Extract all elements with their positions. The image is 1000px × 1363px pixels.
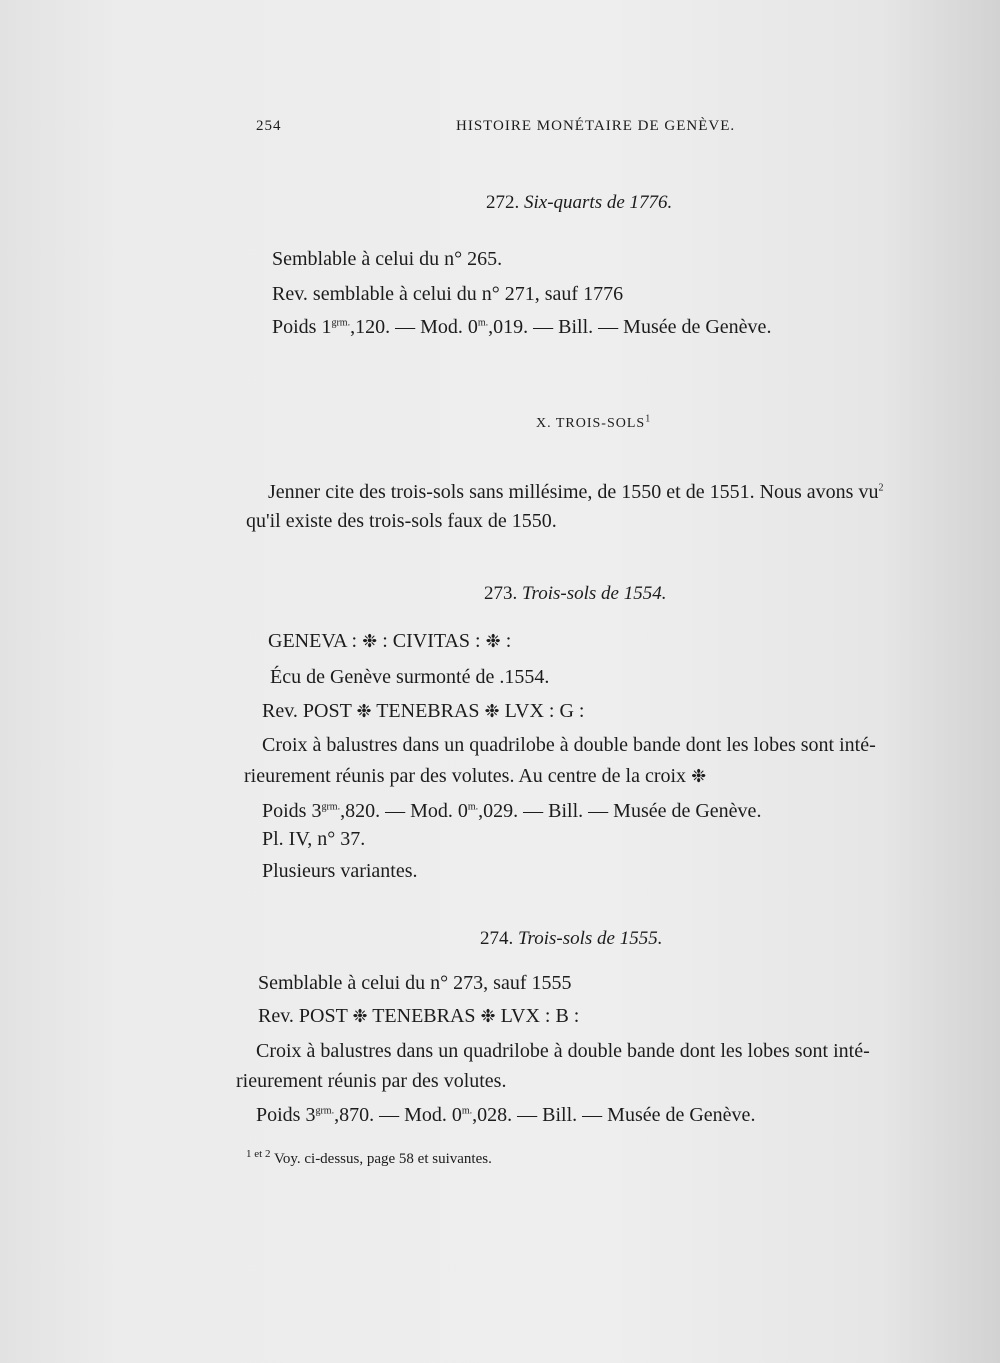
entry-274-line-3: Croix à balustres dans un quadrilobe à double bande dont les lobes sont inté-	[256, 1040, 870, 1062]
entry-273-number: 273.	[484, 583, 518, 604]
entry-272-line-3: Poids $1^{grm.},120$. — Mod. $0^{m.},019$. — Bill. — Musée de Genève.	[272, 316, 772, 338]
entry-273-legend-reverse: Rev. POST ❉ TENEBRAS ❉ LVX : G :	[262, 700, 585, 722]
entry-274-legend-reverse: Rev. POST ❉ TENEBRAS ❉ LVX : B :	[258, 1005, 580, 1027]
entry-274-line-5: Poids $3^{grm.},870$. — Mod. $0^{m.},028$. — Bill. — Musée de Genève.	[256, 1104, 756, 1126]
star-icon: ❉	[480, 1006, 496, 1027]
entry-274-line-4: rieurement réunis par des volutes.	[236, 1070, 507, 1092]
entry-273-line-8: Plusieurs variantes.	[262, 860, 418, 882]
entry-272-title: Six-quarts de 1776.	[524, 192, 673, 213]
footnote-marks: 1 et 2	[246, 1148, 271, 1160]
entry-273-heading	[484, 583, 666, 605]
footnote-text: Voy. ci-dessus, page 58 et suivantes.	[273, 1151, 492, 1167]
entry-273-line-7: Pl. IV, n° 37.	[262, 828, 366, 850]
star-icon: ❉	[691, 766, 707, 787]
entry-273-legend-obverse: GENEVA : ❉ : CIVITAS : ❉ :	[268, 630, 512, 652]
section-title: X. TROIS-SOLS$^1$	[536, 413, 652, 431]
entry-272-number: 272.	[486, 192, 520, 213]
page-number: 254	[256, 118, 282, 134]
entry-273-title: Trois-sols de 1554.	[522, 583, 667, 604]
entry-273-line-6: Poids $3^{grm.},820$. — Mod. $0^{m.},029$. — Bill. — Musée de Genève.	[262, 800, 762, 822]
entry-274-heading	[480, 928, 662, 950]
entry-273-line-4: Croix à balustres dans un quadrilobe à double bande dont les lobes sont inté-	[262, 734, 876, 756]
entry-274-line-1: Semblable à celui du n° 273, sauf 1555	[258, 972, 572, 994]
star-icon: ❉	[485, 631, 501, 652]
star-icon: ❉	[484, 701, 500, 722]
entry-272-line-1: Semblable à celui du n° 265.	[272, 248, 503, 270]
intro-line-2: qu'il existe des trois-sols faux de 1550.	[246, 510, 557, 532]
entry-274-number: 274.	[480, 928, 514, 949]
intro-line-1: Jenner cite des trois-sols sans millésime, de 1550 et de 1551. Nous avons $vu^2$	[268, 481, 884, 503]
star-icon: ❉	[352, 1006, 368, 1027]
running-title: HISTOIRE MONÉTAIRE DE GENÈVE.	[456, 118, 736, 134]
entry-272-heading	[486, 192, 672, 214]
entry-274-title: Trois-sols de 1555.	[518, 928, 663, 949]
footnote	[246, 1148, 492, 1168]
star-icon: ❉	[362, 631, 378, 652]
entry-273-line-5: rieurement réunis par des volutes. Au centre de la croix ❉	[244, 765, 707, 787]
entry-272-line-2: Rev. semblable à celui du n° 271, sauf 1776	[272, 283, 624, 305]
section-note-ref: 1	[645, 413, 652, 425]
star-icon: ❉	[356, 701, 372, 722]
intro-note-ref: 2	[878, 482, 884, 494]
entry-273-line-2: Écu de Genève surmonté de .1554.	[270, 666, 550, 688]
